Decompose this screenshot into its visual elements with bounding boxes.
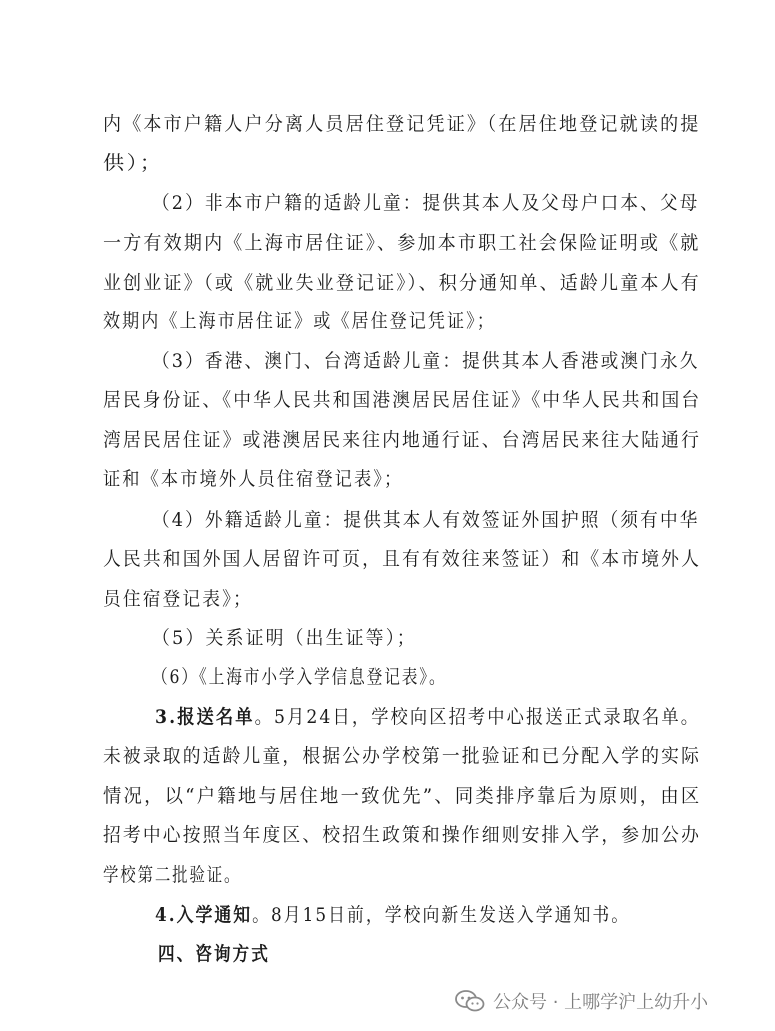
line-text: 未被录取的适龄儿童，根据公办学校第一批验证和已分配入学的实际 [103,745,702,767]
text-line-14 [152,625,417,651]
line-text: 湾居民居住证》或港澳居民来往内地通行证、台湾居民来往大陆通行 [103,429,702,451]
text-line-5 [103,270,701,296]
line-text: 人民共和国外国人居留许可页，且有有效往来签证）和《本市境外人 [103,548,702,570]
text-line-16 [155,704,700,730]
line-text: 员住宿登记表》； [103,588,253,610]
text-line-2 [103,150,163,176]
wechat-watermark [455,986,708,1016]
line-text: 学校第二批验证。 [103,864,242,886]
line-text: 。8月15日前，学校向新生发送入学通知书。 [252,904,631,926]
text-line-9 [103,427,701,453]
line-text: 。5月24日，学校向区招考中心报送正式录取名单。 [254,706,701,728]
line-text: 业创业证》（或《就业失业登记证》）、积分通知单、适龄儿童本人有 [103,272,701,294]
line-text: 一方有效期内《上海市居住证》、参加本市职工社会保险证明或《就 [103,232,701,254]
text-line-11 [152,507,700,533]
line-text: （4）外籍适龄儿童：提供其本人有效签证外国护照（须有中华 [152,509,700,531]
line-text: （6）《上海市小学入学信息登记表》。 [152,666,447,688]
text-line-3 [152,190,700,216]
text-line-18 [103,783,701,809]
line-text: 证和《本市境外人员住宿登记表》； [103,468,404,490]
line-text: （2）非本市户籍的适龄儿童：提供其本人及父母户口本、父母 [152,192,700,214]
text-line-4 [103,230,701,256]
text-line-8 [103,387,701,413]
bold-heading: 3.报送名单 [155,706,255,728]
bold-heading: 四、咨询方式 [158,943,270,965]
line-text: 效期内《上海市居住证》或《居住登记凭证》； [103,310,496,332]
line-text: 内《本市户籍人户分离人员居住登记凭证》（在居住地登记就读的提 [103,113,701,135]
text-line-10 [103,466,403,492]
line-text: 情况，以“户籍地与居住地一致优先”、同类排序靠后为原则，由区 [103,785,702,807]
text-line-13 [103,586,253,612]
text-line-17 [103,743,701,769]
section-heading [158,941,270,967]
text-line-6 [103,308,496,334]
text-line-7 [152,348,700,374]
text-line-12 [103,546,701,572]
line-text: 招考中心按照当年度区、校招生政策和操作细则安排入学，参加公办 [103,824,702,846]
text-line-1 [103,111,701,137]
line-text: （3）香港、澳门、台湾适龄儿童：提供其本人香港或澳门永久 [152,350,700,372]
text-line-21 [155,902,630,928]
line-text: 供）； [103,152,164,174]
text-line-20 [103,862,241,888]
bold-heading: 4.入学通知 [155,904,253,926]
text-line-19 [103,822,701,848]
text-line-15 [152,664,447,690]
line-text: （5）关系证明（出生证等）； [152,627,417,649]
line-text: 居民身份证、《中华人民共和国港澳居民居住证》《中华人民共和国台 [103,389,702,411]
watermark-text: 公众号 · 上哪学沪上幼升小 [493,992,709,1013]
wechat-icon [455,990,485,1012]
